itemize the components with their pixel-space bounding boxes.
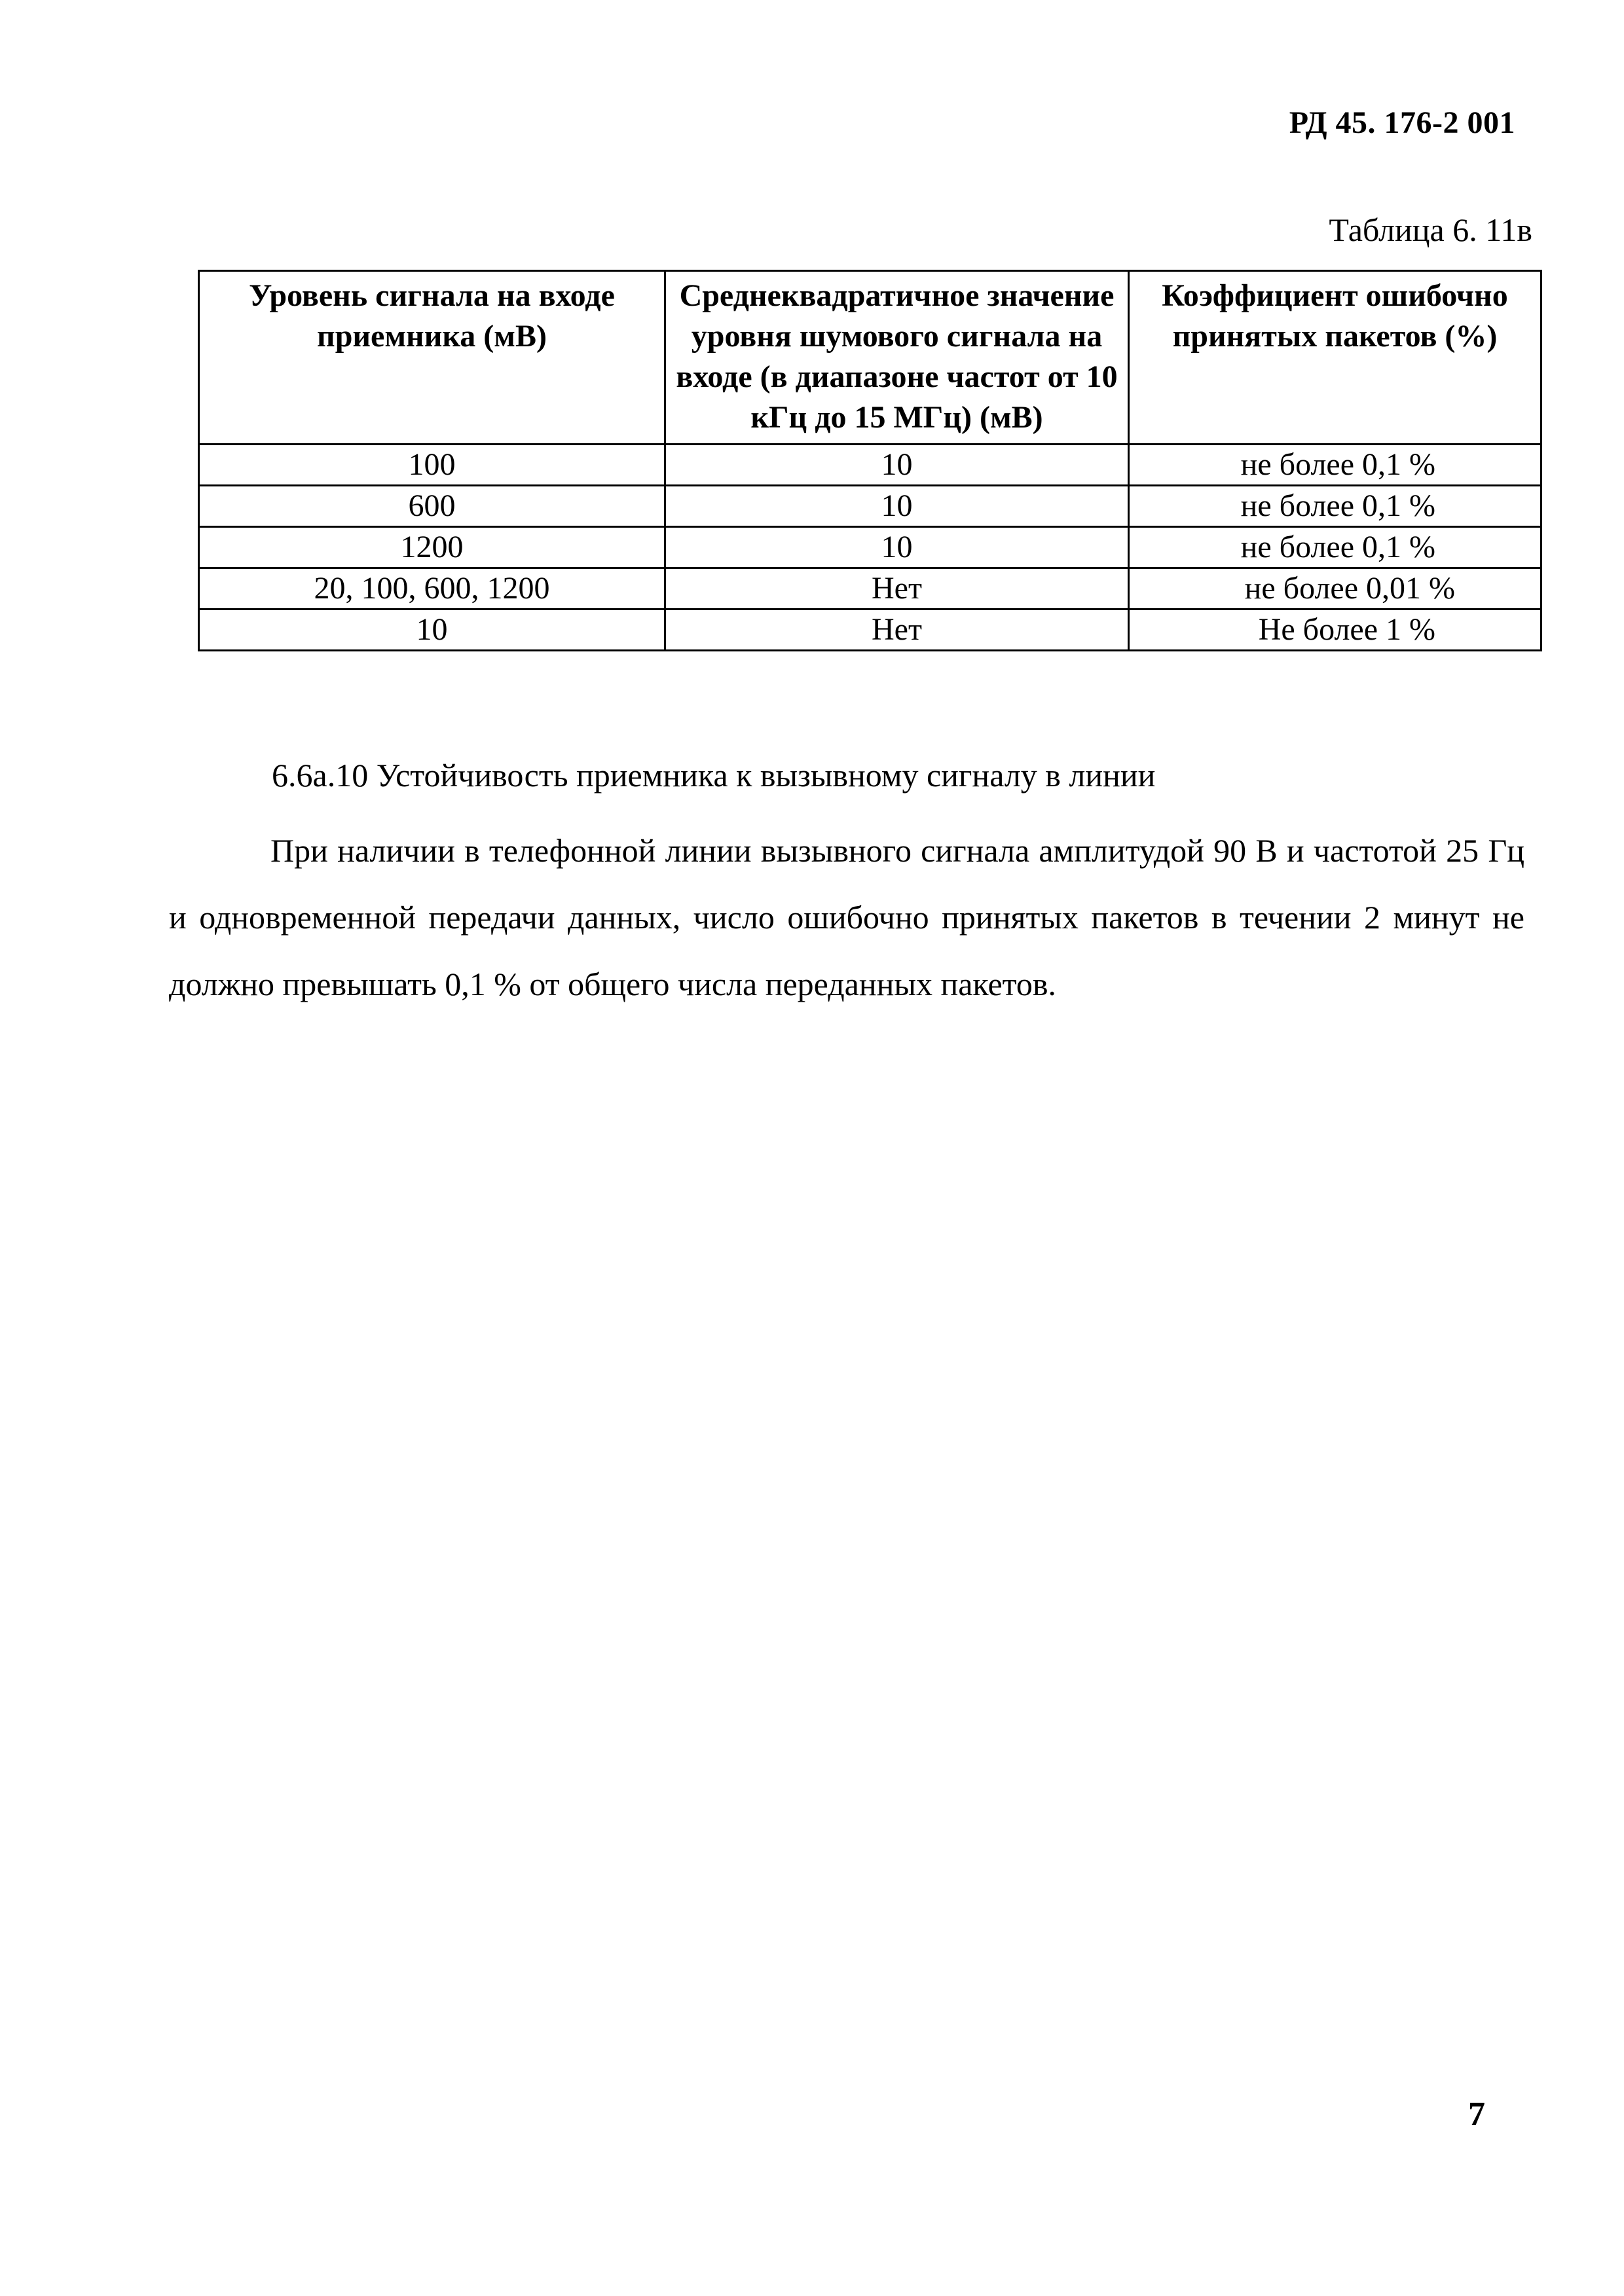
data-table — [198, 270, 1542, 651]
section-heading: 6.6а.10 Устойчивость приемника к вызывному сигналу в линии — [272, 757, 1156, 793]
table-row — [199, 610, 1541, 651]
table-row — [199, 527, 1541, 568]
page-number: 7 — [1468, 2096, 1485, 2133]
cell-error-rate: не более 0,01 % — [1129, 568, 1541, 610]
column-header-error-rate: Коэффициент ошибочно принятых пакетов (%) — [1129, 271, 1541, 445]
cell-noise-level: Нет — [665, 610, 1129, 651]
table-row — [199, 486, 1541, 527]
cell-noise-level: Нет — [665, 568, 1129, 610]
document-code: РД 45. 176-2 001 — [1289, 105, 1515, 140]
cell-signal-level: 20, 100, 600, 1200 — [199, 568, 665, 610]
table-row — [199, 568, 1541, 610]
cell-noise-level: 10 — [665, 486, 1129, 527]
column-header-signal-level: Уровень сигнала на входе приемника (мВ) — [199, 271, 665, 445]
cell-error-rate: не более 0,1 % — [1129, 445, 1541, 486]
table-header-row — [199, 271, 1541, 445]
table-caption: Таблица 6. 11в — [1329, 211, 1532, 248]
cell-signal-level: 10 — [199, 610, 665, 651]
body-paragraph: При наличии в телефонной линии вызывного сигнала амплитудой 90 В и частотой 25 Гц и одновременной передачи данных, число ошибочно принятых пакетов в течении 2 минут не должно превышать 0,1 % от общего числа переданных пакетов. — [169, 832, 1524, 1002]
cell-noise-level: 10 — [665, 445, 1129, 486]
cell-signal-level: 1200 — [199, 527, 665, 568]
cell-error-rate: не более 0,1 % — [1129, 527, 1541, 568]
cell-signal-level: 100 — [199, 445, 665, 486]
column-header-noise-level: Среднеквадратичное значение уровня шумового сигнала на входе (в диапазоне частот от 10 кГц до 15 МГц) (мВ) — [665, 271, 1129, 445]
cell-noise-level: 10 — [665, 527, 1129, 568]
cell-error-rate: не более 0,1 % — [1129, 486, 1541, 527]
cell-error-rate: Не более 1 % — [1129, 610, 1541, 651]
cell-signal-level: 600 — [199, 486, 665, 527]
table-row — [199, 445, 1541, 486]
